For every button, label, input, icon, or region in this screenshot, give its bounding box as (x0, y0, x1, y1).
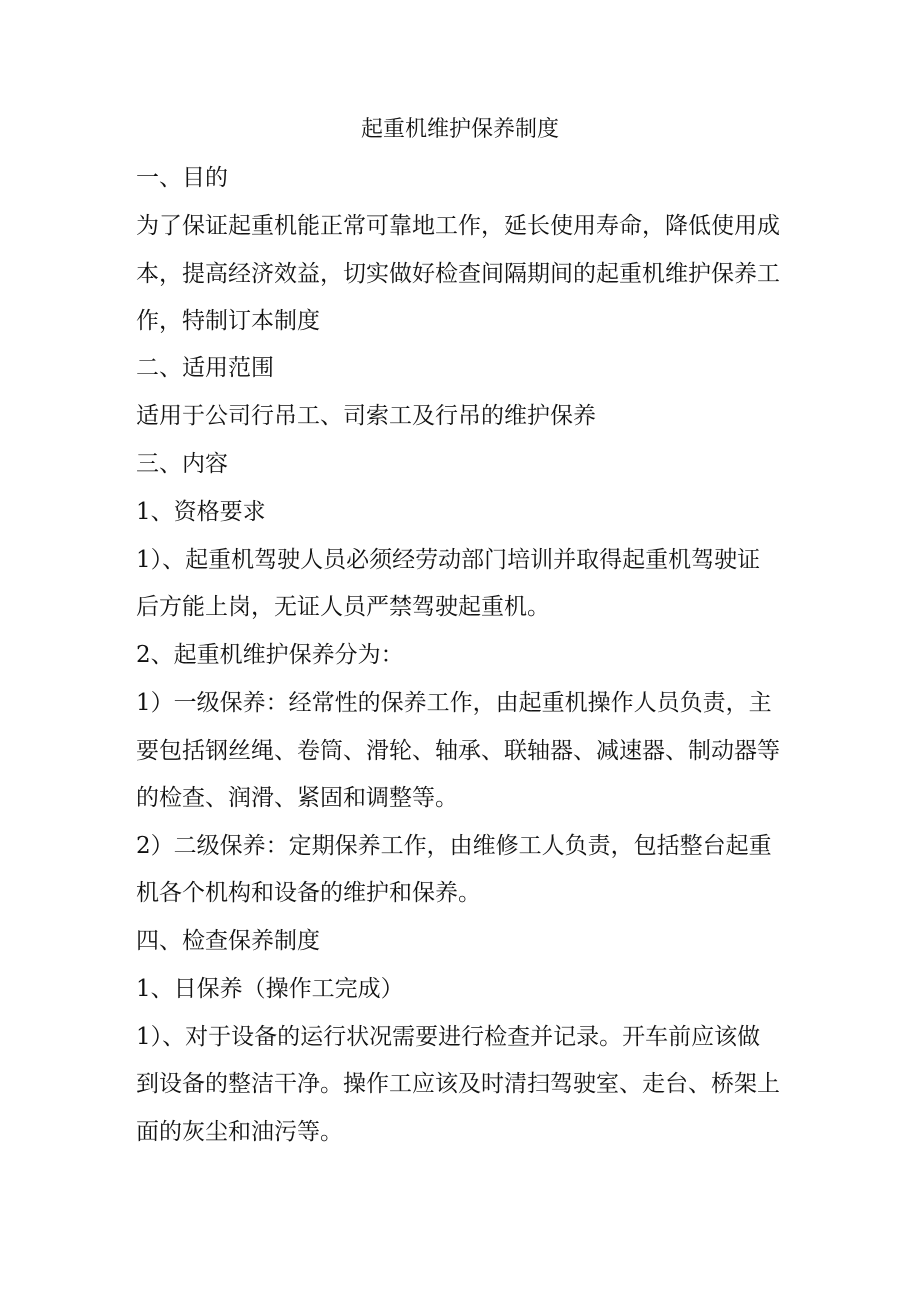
subheading-qualification: 1、资格要求 (136, 499, 266, 525)
section-heading-content: 三、内容 (136, 451, 228, 477)
subheading-maintenance-types: 2、起重机维护保养分为： (136, 642, 404, 668)
paragraph-line: 为了保证起重机能正常可靠地工作，延长使用寿命，降低使用成 (136, 213, 780, 239)
paragraph-line: 本，提高经济效益，切实做好检查间隔期间的起重机维护保养工 (136, 261, 780, 287)
paragraph-line: 1）、起重机驾驶人员必须经劳动部门培训并取得起重机驾驶证 (136, 547, 761, 573)
subheading-daily-maintenance: 1、日保养（操作工完成） (136, 976, 404, 1002)
paragraph-line: 机各个机构和设备的维护和保养。 (136, 880, 481, 906)
paragraph-line: 作，特制订本制度 (136, 308, 320, 334)
paragraph-line: 2）二级保养：定期保养工作，由维修工人负责，包括整台起重 (136, 833, 772, 859)
paragraph-line: 的检查、润滑、紧固和调整等。 (136, 785, 458, 811)
section-heading-scope: 二、适用范围 (136, 355, 274, 381)
paragraph-line: 面的灰尘和油污等。 (136, 1119, 343, 1145)
section-heading-inspection: 四、检查保养制度 (136, 928, 320, 954)
paragraph-line: 适用于公司行吊工、司索工及行吊的维护保养 (136, 403, 596, 429)
paragraph-line: 1）一级保养：经常性的保养工作，由起重机操作人员负责，主 (136, 690, 772, 716)
paragraph-line: 到设备的整洁干净。操作工应该及时清扫驾驶室、走台、桥架上 (136, 1071, 780, 1097)
paragraph-line: 后方能上岗，无证人员严禁驾驶起重机。 (136, 594, 550, 620)
section-heading-purpose: 一、目的 (136, 165, 228, 191)
paragraph-line: 1）、对于设备的运行状况需要进行检查并记录。开车前应该做 (136, 1024, 761, 1050)
paragraph-line: 要包括钢丝绳、卷筒、滑轮、轴承、联轴器、减速器、制动器等 (136, 738, 780, 764)
document-title: 起重机维护保养制度 (360, 117, 559, 142)
